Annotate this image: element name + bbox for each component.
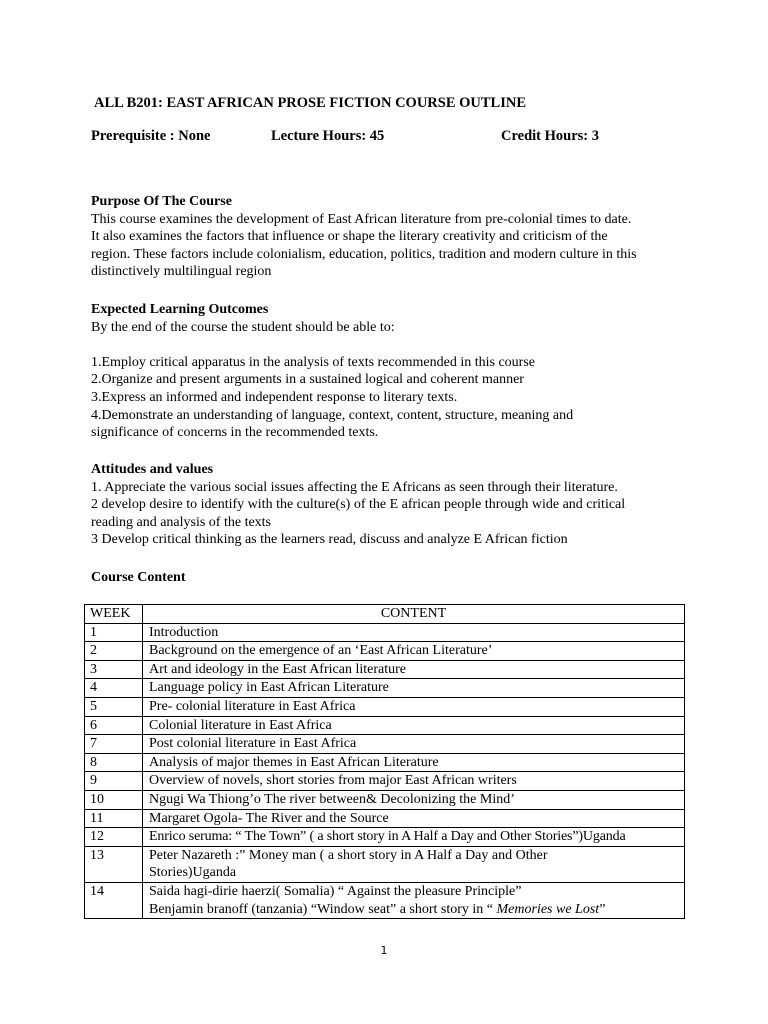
content-cell-line: Stories)Uganda xyxy=(149,865,237,881)
table-row xyxy=(85,697,685,716)
prerequisite: Prerequisite : None xyxy=(91,128,211,144)
week-cell: 5 xyxy=(85,697,143,716)
content-cell-line: Peter Nazareth :” Money man ( a short story in A Half a Day and Other xyxy=(149,847,548,863)
content-cell: Introduction xyxy=(143,623,685,642)
table-row xyxy=(85,735,685,754)
week-cell: 13 xyxy=(85,846,143,882)
content-cell: Post colonial literature in East Africa xyxy=(143,735,685,754)
content-cell: Analysis of major themes in East African Literature xyxy=(143,753,685,772)
course-content-table xyxy=(84,604,685,919)
content-cell: Ngugi Wa Thiong’o The river between& Decolonizing the Mind’ xyxy=(143,790,685,809)
content-cell: Colonial literature in East Africa xyxy=(143,716,685,735)
table-row xyxy=(85,642,685,661)
week-cell: 1 xyxy=(85,623,143,642)
table-row xyxy=(85,790,685,809)
content-cell: Art and ideology in the East African literature xyxy=(143,660,685,679)
credit-hours: Credit Hours: 3 xyxy=(501,128,600,144)
week-cell: 3 xyxy=(85,660,143,679)
table-row xyxy=(85,679,685,698)
table-row xyxy=(85,716,685,735)
table-row xyxy=(85,660,685,679)
book-title: Memories we Lost xyxy=(496,901,600,917)
attitude-item: 1. Appreciate the various social issues affecting the E Africans as seen through their literature. xyxy=(91,479,618,495)
week-cell: 7 xyxy=(85,735,143,754)
purpose-heading: Purpose Of The Course xyxy=(91,194,232,209)
week-cell: 11 xyxy=(85,809,143,828)
table-header-row xyxy=(85,605,685,624)
attitudes-heading: Attitudes and values xyxy=(91,462,214,477)
content-cell: Language policy in East African Literature xyxy=(143,679,685,698)
outcomes-section xyxy=(91,301,691,442)
content-cell: Pre- colonial literature in East Africa xyxy=(143,697,685,716)
content-cell: Enrico seruma: “ The Town” ( a short story in A Half a Day and Other Stories”)Uganda xyxy=(143,828,685,847)
course-content-heading: Course Content xyxy=(91,570,186,585)
content-cell xyxy=(143,846,685,882)
week-cell: 2 xyxy=(85,642,143,661)
lecture-hours: Lecture Hours: 45 xyxy=(271,128,385,144)
content-cell: Background on the emergence of an ‘East African Literature’ xyxy=(143,642,685,661)
week-cell: 12 xyxy=(85,828,143,847)
purpose-line: It also examines the factors that influence or shape the literary creativity and criticism of the xyxy=(91,229,608,245)
table-row xyxy=(85,809,685,828)
week-cell: 14 xyxy=(85,882,143,918)
purpose-line: This course examines the development of East African literature from pre-colonial times to date. xyxy=(91,211,632,227)
table-row xyxy=(85,828,685,847)
attitude-item: 2 develop desire to identify with the culture(s) of the E african people through wide and critical xyxy=(91,497,626,513)
content-text: Benjamin branoff (tanzania) “Window seat” a short story in “ xyxy=(149,901,497,917)
course-title: ALL B201: EAST AFRICAN PROSE FICTION COURSE OUTLINE xyxy=(94,95,526,111)
week-cell: 9 xyxy=(85,772,143,791)
outcomes-heading: Expected Learning Outcomes xyxy=(91,302,269,317)
outcome-item: 2.Organize and present arguments in a sustained logical and coherent manner xyxy=(91,372,524,388)
content-cell: Margaret Ogola- The River and the Source xyxy=(143,809,685,828)
week-column-header: WEEK xyxy=(85,605,143,624)
content-cell-line: Saida hagi-dirie haerzi( Somalia) “ Against the pleasure Principle” xyxy=(149,883,522,899)
purpose-section xyxy=(91,193,691,281)
attitude-item: 3 Develop critical thinking as the learners read, discuss and analyze E African fiction xyxy=(91,532,568,548)
table-row xyxy=(85,846,685,882)
course-content-section xyxy=(91,569,691,587)
content-cell xyxy=(143,882,685,918)
outcome-item: 1.Employ critical apparatus in the analysis of texts recommended in this course xyxy=(91,354,535,370)
week-cell: 8 xyxy=(85,753,143,772)
page-number: 1 xyxy=(380,944,388,957)
purpose-line: distinctively multilingual region xyxy=(91,264,272,280)
attitudes-section xyxy=(91,461,691,549)
outcome-item: significance of concerns in the recommended texts. xyxy=(91,425,379,441)
outcomes-intro: By the end of the course the student should be able to: xyxy=(91,319,395,335)
table-row xyxy=(85,882,685,918)
outcome-item: 4.Demonstrate an understanding of language, context, content, structure, meaning and xyxy=(91,407,574,423)
table-row xyxy=(85,772,685,791)
content-text: ” xyxy=(599,901,606,917)
attitude-item: reading and analysis of the texts xyxy=(91,514,272,530)
content-cell-line xyxy=(149,901,684,919)
table-row xyxy=(85,753,685,772)
table-row xyxy=(85,623,685,642)
week-cell: 6 xyxy=(85,716,143,735)
content-column-header: CONTENT xyxy=(143,605,685,624)
content-cell: Overview of novels, short stories from major East African writers xyxy=(143,772,685,791)
purpose-line: region. These factors include colonialism, education, politics, tradition and modern culture in this xyxy=(91,246,637,262)
week-cell: 4 xyxy=(85,679,143,698)
week-cell: 10 xyxy=(85,790,143,809)
outcome-item: 3.Express an informed and independent response to literary texts. xyxy=(91,389,458,405)
